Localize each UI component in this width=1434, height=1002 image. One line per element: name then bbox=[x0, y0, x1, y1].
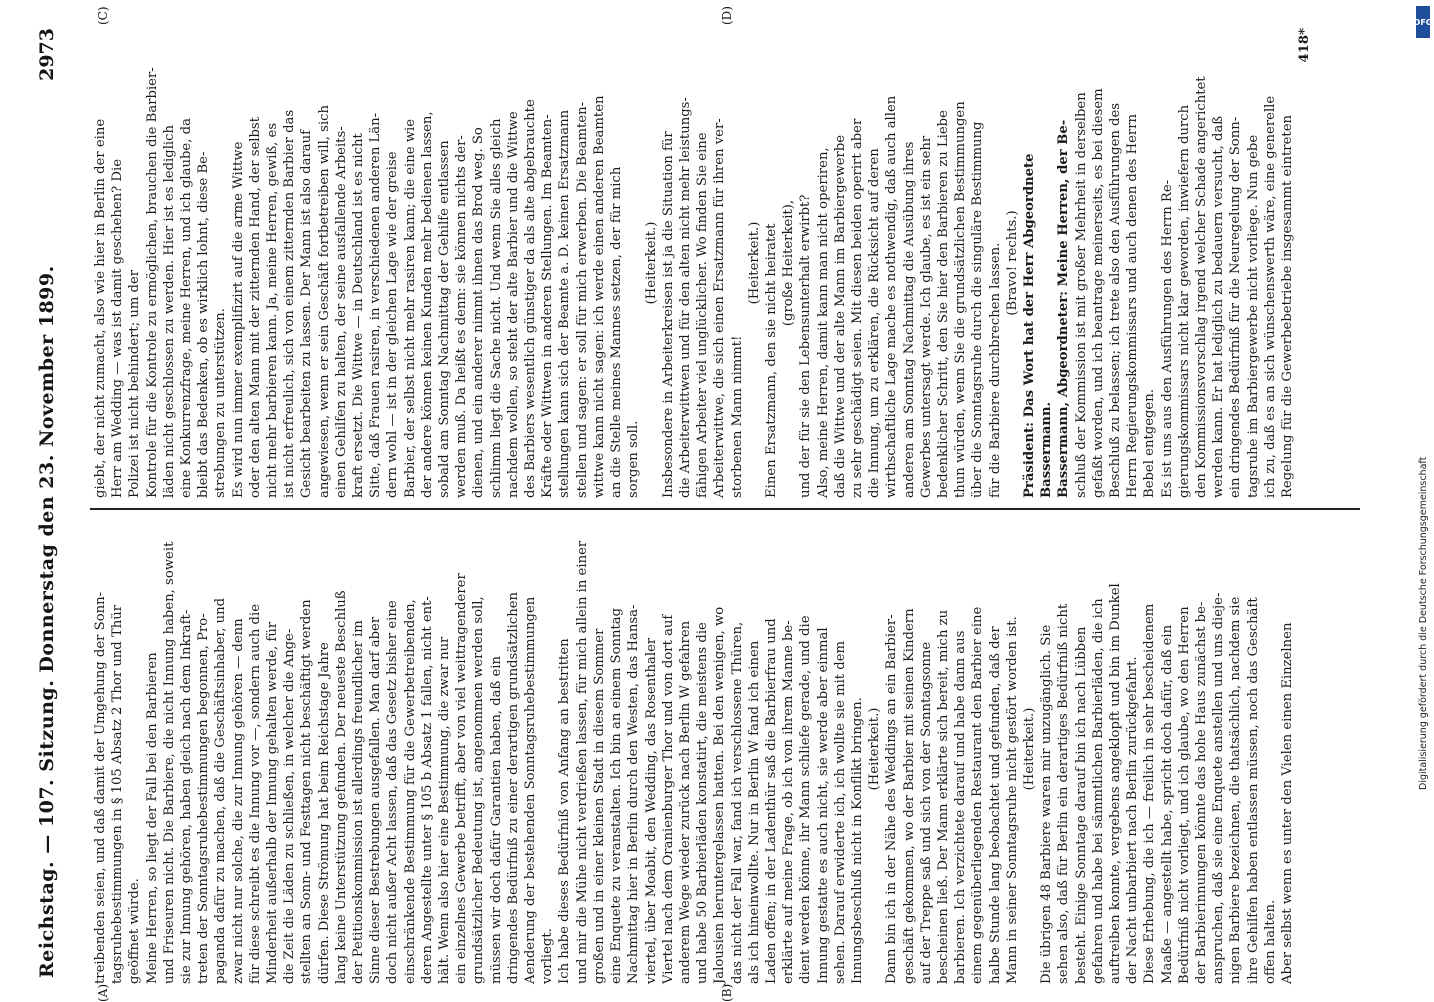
text-line: ein dringendes Bedürfniß für die Neuregelung der Sonn- bbox=[1228, 116, 1244, 498]
text-line: Kontrole für die Kontrole zu ermöglichen, brauchen die Barbier- bbox=[144, 67, 160, 498]
text-line: dern wohl — ist in der gleichen Lage wie der greise bbox=[385, 151, 401, 498]
text-line: werden muß. Da heißt es denn: sie können nichts der- bbox=[454, 135, 470, 498]
text-line: das nicht der Fall war, fand ich verschlossene Thüren, bbox=[729, 621, 745, 984]
text-line: stellen und sagen: er soll für mich erwerben. Die Beamten- bbox=[574, 101, 590, 498]
text-line: 418* bbox=[1297, 28, 1313, 63]
text-line: Präsident: Das Wort hat der Herr Abgeordnete bbox=[1021, 153, 1037, 498]
text-line: Diese Erhebung, die ich — freilich in sehr bescheidenem bbox=[1142, 603, 1158, 984]
text-line: fähigen Arbeiter viel unglücklicher. Wo finden Sie eine bbox=[695, 132, 711, 498]
text-line: kraft ersetzt. Die Wittwe — in Deutschland ist es nicht bbox=[351, 133, 367, 498]
text-line: strebungen zu unterstützen. bbox=[213, 308, 229, 498]
text-line: dringendes Bedürfniß zu einer derartigen grundsätzlichen bbox=[505, 591, 521, 984]
text-line: Bedürfniß nicht vorliegt, und ich glaube, wo den Herren bbox=[1176, 606, 1192, 984]
text-line: Bassermann, Abgeordneter: Meine Herren, der Be- bbox=[1056, 119, 1072, 498]
text-line: und der für sie den Lebensunterhalt erwirbt? bbox=[798, 194, 814, 498]
text-line: hält. Wenn also hier eine Bestimmung, die zwar nur bbox=[437, 636, 453, 984]
text-line: für diese schreibt es die Innung vor —, sondern auch die bbox=[247, 603, 263, 984]
text-line: als ich hineinwollte. Nur in Berlin W fand ich einen bbox=[746, 640, 762, 984]
text-line: giebt, der nicht zumacht, also wie hier in Berlin der eine bbox=[93, 118, 108, 498]
text-line: Bebel entgegen. bbox=[1142, 389, 1158, 498]
text-line: Dann bin ich in der Nähe des Weddings an ein Barbier- bbox=[884, 614, 900, 984]
text-line: gefahren und habe bei sämmtlichen Barbierläden, die ich bbox=[1090, 598, 1106, 984]
text-line: der Barbierinnungen könnte das hohe Haus zunächst be- bbox=[1194, 601, 1209, 984]
text-line: geschäft gekommen, wo der Barbier mit seinen Kindern bbox=[901, 608, 917, 984]
text-line: sobald am Sonntag Nachmittag der Gehilfe entlassen bbox=[437, 140, 453, 498]
text-line: des Barbiers wesentlich günstiger da als alte abgebrauchte bbox=[523, 99, 539, 498]
text-line: oder den alten Mann mit der zitternden Hand, der selbst bbox=[247, 116, 263, 498]
text-line: nigen Barbiere bezeichnen, die thatsächlich, nachdem sie bbox=[1228, 596, 1244, 984]
text-line: und habe 50 Barbierläden konstatirt, die meistens die bbox=[695, 622, 711, 984]
text-line: für die Barbiere durchbrechen lassen. bbox=[987, 242, 1003, 498]
text-line: Herrn Regierungskommissars und auch denen des Herrn bbox=[1125, 113, 1141, 498]
text-line: stellten an Sonn- und Festtagen nicht beschäftigt werden bbox=[299, 599, 315, 984]
text-line: sehen. Darauf erwiderte ich, ich wollte sie mit dem bbox=[832, 640, 848, 984]
text-line: Jalousien heruntergelassen hatten. Bei den wenigen, wo bbox=[712, 606, 728, 984]
text-line: halbe Stunde lang beobachtet und gefunden, daß der bbox=[987, 626, 1003, 984]
text-line: ein einzelnes Gewerbe betrifft, aber von viel weittragenderer bbox=[454, 573, 470, 984]
column-divider bbox=[90, 508, 1360, 510]
text-line: geöffnet würde. bbox=[127, 878, 143, 984]
dfg-credit-text: Digitalisierung gefördert durch die Deutsche Forschungsgemeinschaft bbox=[1418, 456, 1429, 790]
text-line: Gewerbes untersagt werde. Ich glaube, es ist ein sehr bbox=[918, 135, 934, 498]
text-line: Barbier, der selbst nicht mehr rasiren kann; die eine wie bbox=[402, 118, 418, 498]
header-title: Reichstag. — 107. Sitzung. Donnerstag den 23. November 1899. bbox=[36, 265, 58, 978]
text-line: die Zeit die Läden zu schließen, in welcher die Ange- bbox=[282, 628, 298, 984]
text-line: daß die Wittwe und der alte Mann im Barbiergewerbe bbox=[832, 134, 848, 498]
text-line: und Friseuren nicht. Die Barbiere, die nicht Innung haben, soweit bbox=[161, 541, 177, 984]
margin-marker-d: (D) bbox=[720, 6, 734, 25]
text-line: lang keine Unterstützung gefunden. Der neueste Beschluß bbox=[333, 590, 349, 984]
text-line: doch nicht außer Acht lassen, daß das Gesetz bisher eine bbox=[385, 600, 401, 984]
text-line: Nachmittag hier in Berlin durch den Westen, das Hansa- bbox=[626, 604, 642, 984]
text-line: (Bravo! rechts.) bbox=[1004, 210, 1020, 316]
text-line: treibenden seien, und daß damit der Umgehung der Sonn- bbox=[93, 591, 108, 984]
text-line: Mann in seiner Sonntagsruhe nicht gestört worden ist. bbox=[1004, 616, 1020, 984]
margin-marker-c: (C) bbox=[96, 6, 110, 25]
text-line: läden nicht geschlossen zu werden. Hier ist es lediglich bbox=[161, 124, 177, 498]
text-line: deren Angestellte unter § 105 b Absatz 1 fallen, nicht ent- bbox=[419, 596, 435, 984]
text-line: zwar nicht nur solche, die zur Innung gehören — denn bbox=[230, 618, 246, 984]
text-line: (Heiterkeit.) bbox=[1021, 707, 1037, 791]
text-line: Also, meine Herren, damit kann man nicht operiren, bbox=[815, 147, 831, 498]
text-column-left bbox=[92, 514, 1296, 984]
text-line: Es wird nun immer exemplifizirt auf die arme Wittwe bbox=[230, 141, 246, 498]
text-line: Es ist uns aus den Ausführungen des Herrn Re- bbox=[1159, 179, 1175, 498]
text-line: viertel, über Moabit, den Wedding, das Rosenthaler bbox=[643, 637, 659, 984]
text-line: Insbesondere in Arbeiterkreisen ist ja die Situation für bbox=[660, 131, 676, 498]
text-line: der andere können keinen Kunden mehr bedienen lassen, bbox=[419, 111, 435, 498]
dfg-logo: DFG bbox=[1416, 6, 1430, 38]
text-line: großen und in einer kleinen Stadt in diesem Sommer bbox=[591, 628, 607, 984]
text-line: Innungsbeschluß nicht in Konflikt bringen. bbox=[849, 697, 865, 984]
text-line: einem gegenüberliegenden Restaurant den Barbier eine bbox=[970, 606, 986, 984]
text-line: erklärte auf meine Frage, ob ich von ihrem Manne be- bbox=[781, 620, 797, 984]
text-line: ist nicht erfreulich, sich von einem zitternden Barbier das bbox=[282, 109, 298, 498]
text-line: Polizei ist nicht behindert; um der bbox=[127, 269, 143, 498]
dfg-credit bbox=[1413, 0, 1434, 1000]
text-line: bescheinen ließ. Der Mann erklärte sich bereit, mich zu bbox=[935, 609, 951, 984]
text-line: paganda dafür zu machen, daß die Geschäftsinhaber, und bbox=[213, 597, 229, 984]
text-line: Die übrigen 48 Barbiere waren mir unzugänglich. Sie bbox=[1039, 624, 1055, 984]
text-line: nicht mehr barbieren kann. Ja, meine Herren, gewiß, es bbox=[265, 122, 281, 498]
text-line: (Heiterkeit.) bbox=[643, 221, 659, 305]
text-line: Herr am Wedding — was ist damit geschehen? Die bbox=[110, 158, 126, 498]
text-column-right bbox=[92, 28, 1313, 498]
text-line: der Petitionskommission ist allerdings freundlicher im bbox=[351, 620, 367, 984]
text-line: müssen wir doch dafür Garantien haben, daß ein bbox=[488, 655, 504, 984]
page-number: 2973 bbox=[36, 28, 58, 81]
text-line: bleibt das Bedenken, ob es wirklich lohnt, diese Be- bbox=[196, 151, 212, 498]
text-line: bedenklicher Schritt, den Sie hier den Barbieren zu Liebe bbox=[935, 110, 951, 498]
text-line: tagsruhebestimmungen in § 105 Absatz 2 Thor und Thür bbox=[110, 604, 126, 984]
text-line: Arbeiterwittwe, die sich einen Ersatzmann für ihren ver- bbox=[712, 118, 728, 498]
text-line: tagsruhe im Barbiergewerbe nicht vorliege. Nun gebe bbox=[1245, 134, 1261, 498]
text-line: Kräfte oder Wittwen in anderen Stellungen. Im Beamten- bbox=[540, 114, 556, 498]
text-line: einschränkende Bestimmung für die Gewerbetreibenden, bbox=[402, 599, 418, 984]
text-line: Laden offen; in der Ladenthür saß die Barbierfrau und bbox=[763, 618, 779, 984]
text-line: Innung gestatte es auch nicht, sie werde aber einmal bbox=[815, 627, 831, 984]
text-line: auf der Treppe saß und sich von der Sonntagsonne bbox=[918, 641, 934, 984]
text-line: ihre Gehilfen haben entlassen müssen, noch das Geschäft bbox=[1245, 597, 1261, 984]
text-line: Ich habe dieses Bedürfniß von Anfang an bestritten bbox=[557, 638, 573, 984]
text-line: anderem Wege wieder zurück nach Berlin W gefahren bbox=[677, 620, 693, 984]
text-line: den Kommissionsvorschlag irgend welcher Schade angerichtet bbox=[1194, 76, 1209, 498]
text-line: dient werden könne, ihr Mann schliefe gerade, und die bbox=[798, 615, 814, 984]
text-line: dürfen. Diese Strömung hat beim Reichstage Jahre bbox=[316, 642, 332, 984]
text-line: Viertel nach dem Oranienburger Thor und von dort auf bbox=[660, 614, 676, 984]
text-line: und mir die Mühe nicht verdrießen lassen, für mich allein in einer bbox=[574, 540, 590, 984]
text-line: der Nacht unbarbiert nach Berlin zurückgefahrt. bbox=[1125, 656, 1141, 984]
text-line: schluß der Kommission ist mit großer Mehrheit in derselben bbox=[1073, 92, 1089, 498]
text-line: (Heiterkeit.) bbox=[867, 707, 883, 791]
text-line: wirthschaftliche Lage mache es nothwendig, daß auch allen bbox=[884, 95, 900, 498]
text-line: Maaße — angestellt habe, spricht doch dafür, daß ein bbox=[1159, 624, 1175, 984]
text-line: treten der Sonntagsruhebestimmungen begonnen, Pro- bbox=[196, 613, 212, 984]
text-line: Beschluß zu belassen; ich trete also den Ausführungen des bbox=[1107, 102, 1123, 498]
text-line: Meine Herren, so liegt der Fall bei den Barbieren bbox=[144, 652, 160, 984]
text-line: Einen Ersatzmann, den sie nicht heiratet bbox=[763, 223, 779, 498]
text-line: stellungen kann sich der Beamte a. D. keinen Ersatzmann bbox=[557, 109, 573, 498]
text-line: (große Heiterkeit), bbox=[781, 199, 797, 327]
text-line: sehen also, daß für Berlin ein derartiges Bedürfniß nicht bbox=[1056, 603, 1072, 984]
text-line: werden kann. Er hat lediglich zu bedauern versucht, daß bbox=[1211, 115, 1227, 498]
text-line: eine Konkurrenzfrage, meine Herren, und ich glaube, da bbox=[179, 118, 195, 498]
text-line: besteht. Einige Sonntage darauf bin ich nach Lübben bbox=[1073, 626, 1089, 984]
text-line: barbieren. Ich verzichtete darauf und habe dann aus bbox=[953, 630, 969, 984]
text-line: ich zu, daß es an sich wünschenswerth wäre, eine generelle bbox=[1262, 95, 1278, 498]
text-line: Sitte, daß Frauen rasiren, in verschiedenen anderen Län- bbox=[368, 112, 384, 498]
text-line: storbenen Mann nimmt! bbox=[729, 335, 745, 498]
text-line: vorliegt. bbox=[540, 928, 556, 984]
text-line: Minderheit außerhalb der Innung gehalten werde, für bbox=[265, 621, 281, 984]
text-line: Sinne dieser Bestrebungen ausgefallen. Man darf aber bbox=[368, 616, 384, 984]
text-line: an die Stelle meines Mannes setzen, der für mich bbox=[609, 166, 625, 498]
text-line: offen halten. bbox=[1262, 899, 1278, 984]
text-line: anspruchen, daß sie eine Enquete anstellen und uns dieje- bbox=[1211, 592, 1227, 984]
text-line: Gesicht bearbeiten zu lassen. Der Mann ist also darauf bbox=[299, 129, 315, 498]
text-line: sie zur Innung gehören, haben gleich nach dem Inkraft- bbox=[179, 609, 195, 984]
text-line: Aber selbst wenn es unter den Vielen einen Einzelnen bbox=[1280, 622, 1296, 984]
text-line: dienen, und ein anderer nimmt ihnen das Brod weg. So bbox=[471, 127, 487, 498]
text-line: thun würden, wenn Sie die grundsätzlichen Bestimmungen bbox=[953, 101, 969, 498]
text-line: gefaßt worden, und ich beantrage meinerseits, es bei diesem bbox=[1090, 88, 1106, 498]
text-line: Aenderung der bestehenden Sonntagsruhebestimmungen bbox=[523, 596, 539, 984]
text-line: eine Enquete zu veranstalten. Ich bin an einem Sonntag bbox=[609, 607, 625, 984]
text-line: die Innung, um zu erklären, die Rücksicht auf deren bbox=[867, 148, 883, 498]
text-line: wittwe kann nicht sagen: ich werde einen anderen Beamten bbox=[591, 95, 607, 498]
text-line: Regelung für die Gewerbebetriebe insgesammt eintreten bbox=[1280, 114, 1296, 498]
page-header bbox=[36, 28, 64, 978]
text-line: grundsätzlicher Bedeutung ist, angenommen werden soll, bbox=[471, 596, 487, 984]
text-line: anderen am Sonntag Nachmittag die Ausübung ihres bbox=[901, 141, 917, 498]
text-line: sorgen soll. bbox=[626, 420, 642, 498]
text-line: auftreiben konnte, vergebens angeklopft und bin im Dunkel bbox=[1107, 583, 1123, 984]
text-line: nachdem wollen, so steht der alte Barbier und die Wittwe bbox=[505, 111, 521, 498]
text-line: Bassermann. bbox=[1039, 401, 1055, 498]
text-line: angewiesen, wenn er sein Geschäft fortbetreiben will, sich bbox=[316, 104, 332, 498]
text-line: einen Gehilfen zu halten, der seine ausfallende Arbeits- bbox=[333, 126, 349, 498]
text-line: gierungskommissars nicht klar geworden, inwiefern durch bbox=[1176, 104, 1192, 498]
text-line: zu sehr geschädigt seien. Mit diesen beiden operirt aber bbox=[849, 118, 865, 498]
text-line: schlimm liegt die Sache nicht. Und wenn Sie alles gleich bbox=[488, 118, 504, 498]
margin-marker-a: (A) bbox=[96, 983, 110, 1002]
text-line: über die Sonntagsruhe durch die singuläre Bestimmung bbox=[970, 121, 986, 498]
text-line: (Heiterkeit.) bbox=[746, 221, 762, 305]
margin-marker-b: (B) bbox=[720, 983, 734, 1002]
text-line: die Arbeiterwittwen und für den alten nicht mehr leistungs- bbox=[677, 97, 693, 498]
